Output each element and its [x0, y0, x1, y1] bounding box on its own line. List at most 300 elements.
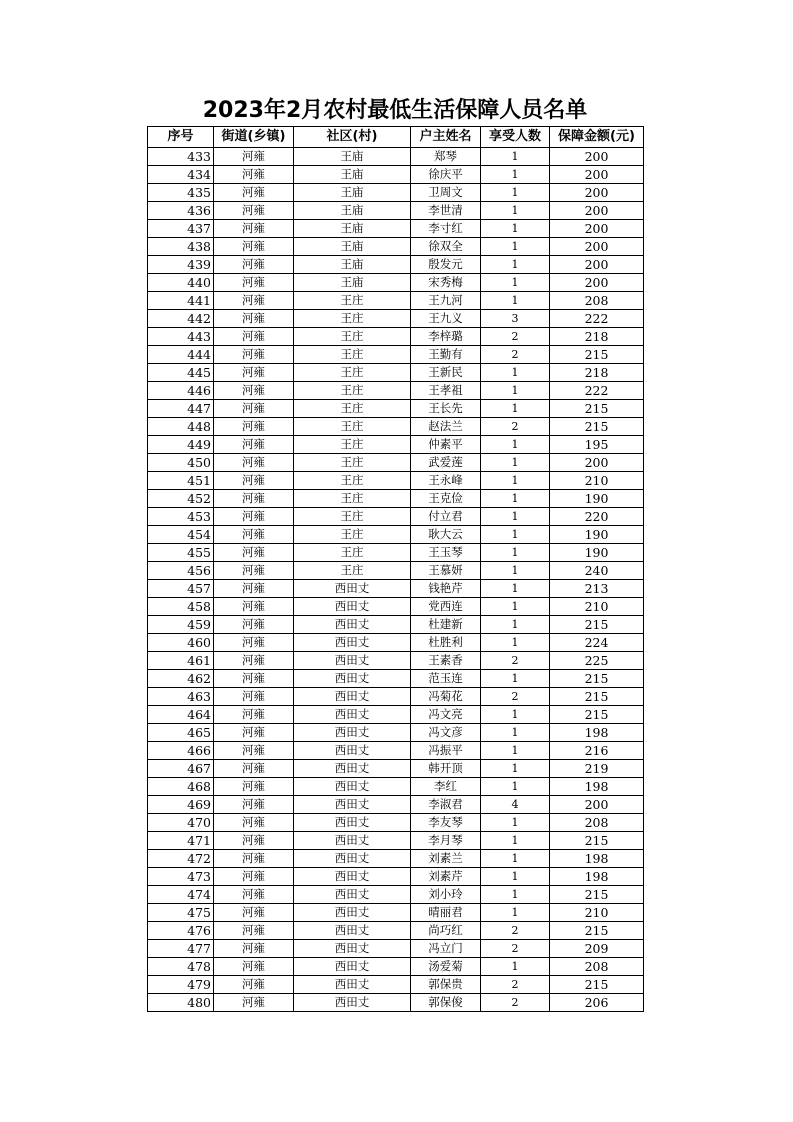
- amount-cell: 209: [550, 940, 644, 958]
- street-cell: 河雍: [214, 364, 294, 382]
- name-cell: 党西连: [411, 598, 481, 616]
- name-cell: 王长先: [411, 400, 481, 418]
- count-cell: 2: [481, 688, 550, 706]
- name-cell: 冯立门: [411, 940, 481, 958]
- count-cell: 2: [481, 346, 550, 364]
- village-cell: 王庄: [294, 346, 411, 364]
- serial-number-cell: 459: [148, 616, 214, 634]
- village-cell: 西田丈: [294, 832, 411, 850]
- count-cell: 1: [481, 958, 550, 976]
- name-cell: 李友琴: [411, 814, 481, 832]
- street-cell: 河雍: [214, 184, 294, 202]
- amount-cell: 206: [550, 994, 644, 1012]
- street-cell: 河雍: [214, 382, 294, 400]
- count-cell: 1: [481, 760, 550, 778]
- street-cell: 河雍: [214, 778, 294, 796]
- street-cell: 河雍: [214, 508, 294, 526]
- name-cell: 李红: [411, 778, 481, 796]
- village-cell: 王庄: [294, 310, 411, 328]
- header-row: [148, 127, 644, 148]
- table-row: [148, 400, 644, 418]
- table-row: [148, 616, 644, 634]
- serial-number-cell: 457: [148, 580, 214, 598]
- street-cell: 河雍: [214, 688, 294, 706]
- village-cell: 王庙: [294, 238, 411, 256]
- name-cell: 王素香: [411, 652, 481, 670]
- header-subsidy-amount: 保障金额(元): [550, 127, 644, 148]
- table-row: [148, 670, 644, 688]
- street-cell: 河雍: [214, 490, 294, 508]
- name-cell: 冯菊花: [411, 688, 481, 706]
- village-cell: 王庙: [294, 256, 411, 274]
- street-cell: 河雍: [214, 436, 294, 454]
- name-cell: 郭保贵: [411, 976, 481, 994]
- village-cell: 王庙: [294, 166, 411, 184]
- serial-number-cell: 436: [148, 202, 214, 220]
- name-cell: 郑琴: [411, 148, 481, 166]
- name-cell: 冯文亮: [411, 706, 481, 724]
- count-cell: 1: [481, 544, 550, 562]
- street-cell: 河雍: [214, 148, 294, 166]
- count-cell: 1: [481, 184, 550, 202]
- name-cell: 王新民: [411, 364, 481, 382]
- name-cell: 冯文彦: [411, 724, 481, 742]
- header-community-village: 社区(村): [294, 127, 411, 148]
- amount-cell: 198: [550, 778, 644, 796]
- street-cell: 河雍: [214, 220, 294, 238]
- table-row: [148, 796, 644, 814]
- serial-number-cell: 466: [148, 742, 214, 760]
- table-row: [148, 382, 644, 400]
- amount-cell: 198: [550, 850, 644, 868]
- header-street-township: 街道(乡镇): [214, 127, 294, 148]
- name-cell: 李月琴: [411, 832, 481, 850]
- name-cell: 王九义: [411, 310, 481, 328]
- table-row: [148, 346, 644, 364]
- count-cell: 2: [481, 652, 550, 670]
- street-cell: 河雍: [214, 634, 294, 652]
- table-row: [148, 922, 644, 940]
- village-cell: 王庄: [294, 490, 411, 508]
- count-cell: 2: [481, 922, 550, 940]
- count-cell: 1: [481, 274, 550, 292]
- amount-cell: 215: [550, 688, 644, 706]
- street-cell: 河雍: [214, 202, 294, 220]
- amount-cell: 200: [550, 256, 644, 274]
- count-cell: 1: [481, 904, 550, 922]
- street-cell: 河雍: [214, 616, 294, 634]
- street-cell: 河雍: [214, 958, 294, 976]
- count-cell: 1: [481, 382, 550, 400]
- count-cell: 1: [481, 598, 550, 616]
- name-cell: 尚巧红: [411, 922, 481, 940]
- amount-cell: 220: [550, 508, 644, 526]
- street-cell: 河雍: [214, 454, 294, 472]
- amount-cell: 200: [550, 220, 644, 238]
- count-cell: 1: [481, 616, 550, 634]
- count-cell: 1: [481, 832, 550, 850]
- count-cell: 4: [481, 796, 550, 814]
- name-cell: 仲素平: [411, 436, 481, 454]
- amount-cell: 198: [550, 868, 644, 886]
- street-cell: 河雍: [214, 238, 294, 256]
- amount-cell: 208: [550, 814, 644, 832]
- table-row: [148, 274, 644, 292]
- table-row: [148, 292, 644, 310]
- serial-number-cell: 445: [148, 364, 214, 382]
- street-cell: 河雍: [214, 418, 294, 436]
- table-row: [148, 148, 644, 166]
- serial-number-cell: 434: [148, 166, 214, 184]
- serial-number-cell: 464: [148, 706, 214, 724]
- table-row: [148, 184, 644, 202]
- serial-number-cell: 467: [148, 760, 214, 778]
- serial-number-cell: 458: [148, 598, 214, 616]
- header-householder-name: 户主姓名: [411, 127, 481, 148]
- village-cell: 西田丈: [294, 994, 411, 1012]
- name-cell: 李寸红: [411, 220, 481, 238]
- count-cell: 1: [481, 454, 550, 472]
- table-row: [148, 850, 644, 868]
- count-cell: 1: [481, 256, 550, 274]
- street-cell: 河雍: [214, 166, 294, 184]
- amount-cell: 200: [550, 166, 644, 184]
- amount-cell: 216: [550, 742, 644, 760]
- serial-number-cell: 472: [148, 850, 214, 868]
- table-row: [148, 760, 644, 778]
- name-cell: 王永峰: [411, 472, 481, 490]
- name-cell: 杜建新: [411, 616, 481, 634]
- count-cell: 1: [481, 526, 550, 544]
- table-row: [148, 364, 644, 382]
- amount-cell: 190: [550, 544, 644, 562]
- count-cell: 1: [481, 724, 550, 742]
- street-cell: 河雍: [214, 292, 294, 310]
- street-cell: 河雍: [214, 256, 294, 274]
- amount-cell: 218: [550, 328, 644, 346]
- village-cell: 西田丈: [294, 580, 411, 598]
- table-row: [148, 490, 644, 508]
- table-row: [148, 994, 644, 1012]
- name-cell: 王玉琴: [411, 544, 481, 562]
- village-cell: 西田丈: [294, 598, 411, 616]
- serial-number-cell: 471: [148, 832, 214, 850]
- village-cell: 王庄: [294, 382, 411, 400]
- table-row: [148, 688, 644, 706]
- table-row: [148, 328, 644, 346]
- amount-cell: 215: [550, 832, 644, 850]
- village-cell: 西田丈: [294, 850, 411, 868]
- amount-cell: 195: [550, 436, 644, 454]
- name-cell: 武爱莲: [411, 454, 481, 472]
- count-cell: 1: [481, 742, 550, 760]
- amount-cell: 215: [550, 886, 644, 904]
- table-row: [148, 832, 644, 850]
- street-cell: 河雍: [214, 868, 294, 886]
- village-cell: 王庄: [294, 436, 411, 454]
- village-cell: 王庄: [294, 544, 411, 562]
- village-cell: 西田丈: [294, 868, 411, 886]
- table-row: [148, 634, 644, 652]
- table-row: [148, 220, 644, 238]
- table-body: [148, 148, 644, 1012]
- serial-number-cell: 444: [148, 346, 214, 364]
- name-cell: 王克俭: [411, 490, 481, 508]
- street-cell: 河雍: [214, 670, 294, 688]
- table-row: [148, 742, 644, 760]
- village-cell: 王庄: [294, 418, 411, 436]
- serial-number-cell: 441: [148, 292, 214, 310]
- amount-cell: 215: [550, 346, 644, 364]
- count-cell: 1: [481, 670, 550, 688]
- name-cell: 宋秀梅: [411, 274, 481, 292]
- serial-number-cell: 478: [148, 958, 214, 976]
- serial-number-cell: 476: [148, 922, 214, 940]
- name-cell: 韩开顶: [411, 760, 481, 778]
- count-cell: 1: [481, 634, 550, 652]
- name-cell: 刘小玲: [411, 886, 481, 904]
- count-cell: 2: [481, 994, 550, 1012]
- village-cell: 西田丈: [294, 796, 411, 814]
- amount-cell: 215: [550, 706, 644, 724]
- table-row: [148, 958, 644, 976]
- name-cell: 王慕妍: [411, 562, 481, 580]
- village-cell: 王庄: [294, 364, 411, 382]
- serial-number-cell: 455: [148, 544, 214, 562]
- header-beneficiary-count: 享受人数: [481, 127, 550, 148]
- serial-number-cell: 470: [148, 814, 214, 832]
- count-cell: 1: [481, 580, 550, 598]
- amount-cell: 210: [550, 598, 644, 616]
- amount-cell: 219: [550, 760, 644, 778]
- table-row: [148, 256, 644, 274]
- serial-number-cell: 447: [148, 400, 214, 418]
- name-cell: 范玉连: [411, 670, 481, 688]
- serial-number-cell: 461: [148, 652, 214, 670]
- count-cell: 2: [481, 976, 550, 994]
- village-cell: 王庙: [294, 184, 411, 202]
- count-cell: 1: [481, 148, 550, 166]
- village-cell: 西田丈: [294, 760, 411, 778]
- serial-number-cell: 442: [148, 310, 214, 328]
- table-row: [148, 418, 644, 436]
- village-cell: 西田丈: [294, 940, 411, 958]
- table-row: [148, 724, 644, 742]
- village-cell: 王庄: [294, 562, 411, 580]
- village-cell: 西田丈: [294, 688, 411, 706]
- table-row: [148, 508, 644, 526]
- village-cell: 王庄: [294, 400, 411, 418]
- amount-cell: 222: [550, 382, 644, 400]
- serial-number-cell: 473: [148, 868, 214, 886]
- table-row: [148, 310, 644, 328]
- name-cell: 汤爱菊: [411, 958, 481, 976]
- name-cell: 耿大云: [411, 526, 481, 544]
- amount-cell: 222: [550, 310, 644, 328]
- serial-number-cell: 456: [148, 562, 214, 580]
- village-cell: 西田丈: [294, 634, 411, 652]
- serial-number-cell: 446: [148, 382, 214, 400]
- name-cell: 李梓璐: [411, 328, 481, 346]
- table-row: [148, 976, 644, 994]
- village-cell: 王庙: [294, 220, 411, 238]
- amount-cell: 200: [550, 184, 644, 202]
- count-cell: 1: [481, 868, 550, 886]
- amount-cell: 215: [550, 400, 644, 418]
- name-cell: 刘素芹: [411, 868, 481, 886]
- serial-number-cell: 440: [148, 274, 214, 292]
- count-cell: 1: [481, 562, 550, 580]
- serial-number-cell: 443: [148, 328, 214, 346]
- serial-number-cell: 454: [148, 526, 214, 544]
- village-cell: 王庄: [294, 472, 411, 490]
- count-cell: 1: [481, 364, 550, 382]
- street-cell: 河雍: [214, 886, 294, 904]
- name-cell: 徐庆平: [411, 166, 481, 184]
- table-row: [148, 778, 644, 796]
- serial-number-cell: 474: [148, 886, 214, 904]
- amount-cell: 200: [550, 202, 644, 220]
- street-cell: 河雍: [214, 724, 294, 742]
- name-cell: 殷发元: [411, 256, 481, 274]
- serial-number-cell: 452: [148, 490, 214, 508]
- serial-number-cell: 449: [148, 436, 214, 454]
- serial-number-cell: 460: [148, 634, 214, 652]
- village-cell: 西田丈: [294, 778, 411, 796]
- name-cell: 卫周文: [411, 184, 481, 202]
- table-row: [148, 454, 644, 472]
- serial-number-cell: 435: [148, 184, 214, 202]
- village-cell: 西田丈: [294, 670, 411, 688]
- name-cell: 郭保俊: [411, 994, 481, 1012]
- table-row: [148, 904, 644, 922]
- serial-number-cell: 438: [148, 238, 214, 256]
- street-cell: 河雍: [214, 598, 294, 616]
- village-cell: 王庙: [294, 148, 411, 166]
- village-cell: 王庙: [294, 274, 411, 292]
- serial-number-cell: 480: [148, 994, 214, 1012]
- village-cell: 西田丈: [294, 616, 411, 634]
- street-cell: 河雍: [214, 274, 294, 292]
- serial-number-cell: 448: [148, 418, 214, 436]
- name-cell: 付立君: [411, 508, 481, 526]
- serial-number-cell: 479: [148, 976, 214, 994]
- village-cell: 西田丈: [294, 706, 411, 724]
- count-cell: 3: [481, 310, 550, 328]
- count-cell: 1: [481, 220, 550, 238]
- table-header: [148, 127, 644, 148]
- amount-cell: 190: [550, 490, 644, 508]
- serial-number-cell: 475: [148, 904, 214, 922]
- name-cell: 杜胜利: [411, 634, 481, 652]
- village-cell: 西田丈: [294, 976, 411, 994]
- count-cell: 1: [481, 886, 550, 904]
- count-cell: 2: [481, 328, 550, 346]
- street-cell: 河雍: [214, 850, 294, 868]
- beneficiary-table: [147, 126, 644, 1012]
- street-cell: 河雍: [214, 796, 294, 814]
- street-cell: 河雍: [214, 976, 294, 994]
- amount-cell: 218: [550, 364, 644, 382]
- street-cell: 河雍: [214, 400, 294, 418]
- street-cell: 河雍: [214, 904, 294, 922]
- amount-cell: 240: [550, 562, 644, 580]
- count-cell: 1: [481, 238, 550, 256]
- village-cell: 王庙: [294, 202, 411, 220]
- street-cell: 河雍: [214, 580, 294, 598]
- street-cell: 河雍: [214, 760, 294, 778]
- table-row: [148, 652, 644, 670]
- count-cell: 1: [481, 292, 550, 310]
- street-cell: 河雍: [214, 832, 294, 850]
- serial-number-cell: 463: [148, 688, 214, 706]
- street-cell: 河雍: [214, 814, 294, 832]
- count-cell: 2: [481, 418, 550, 436]
- name-cell: 王九河: [411, 292, 481, 310]
- village-cell: 西田丈: [294, 922, 411, 940]
- table-row: [148, 238, 644, 256]
- name-cell: 晴丽君: [411, 904, 481, 922]
- name-cell: 王孝祖: [411, 382, 481, 400]
- count-cell: 1: [481, 202, 550, 220]
- table-row: [148, 562, 644, 580]
- amount-cell: 215: [550, 616, 644, 634]
- serial-number-cell: 477: [148, 940, 214, 958]
- amount-cell: 215: [550, 418, 644, 436]
- village-cell: 西田丈: [294, 814, 411, 832]
- street-cell: 河雍: [214, 544, 294, 562]
- count-cell: 1: [481, 490, 550, 508]
- amount-cell: 210: [550, 472, 644, 490]
- table-row: [148, 436, 644, 454]
- village-cell: 西田丈: [294, 742, 411, 760]
- village-cell: 王庄: [294, 508, 411, 526]
- table-row: [148, 526, 644, 544]
- amount-cell: 213: [550, 580, 644, 598]
- serial-number-cell: 469: [148, 796, 214, 814]
- village-cell: 西田丈: [294, 958, 411, 976]
- street-cell: 河雍: [214, 652, 294, 670]
- serial-number-cell: 465: [148, 724, 214, 742]
- street-cell: 河雍: [214, 310, 294, 328]
- name-cell: 钱艳芹: [411, 580, 481, 598]
- amount-cell: 215: [550, 976, 644, 994]
- name-cell: 刘素兰: [411, 850, 481, 868]
- table-row: [148, 814, 644, 832]
- count-cell: 1: [481, 166, 550, 184]
- street-cell: 河雍: [214, 940, 294, 958]
- count-cell: 1: [481, 436, 550, 454]
- name-cell: 徐双全: [411, 238, 481, 256]
- amount-cell: 210: [550, 904, 644, 922]
- street-cell: 河雍: [214, 562, 294, 580]
- name-cell: 王勤有: [411, 346, 481, 364]
- serial-number-cell: 433: [148, 148, 214, 166]
- name-cell: 赵法兰: [411, 418, 481, 436]
- count-cell: 1: [481, 706, 550, 724]
- amount-cell: 198: [550, 724, 644, 742]
- name-cell: 李淑君: [411, 796, 481, 814]
- street-cell: 河雍: [214, 742, 294, 760]
- street-cell: 河雍: [214, 346, 294, 364]
- street-cell: 河雍: [214, 706, 294, 724]
- table-row: [148, 868, 644, 886]
- count-cell: 1: [481, 850, 550, 868]
- street-cell: 河雍: [214, 526, 294, 544]
- village-cell: 王庄: [294, 292, 411, 310]
- page-title: 2023年2月农村最低生活保障人员名单: [202, 98, 588, 123]
- serial-number-cell: 437: [148, 220, 214, 238]
